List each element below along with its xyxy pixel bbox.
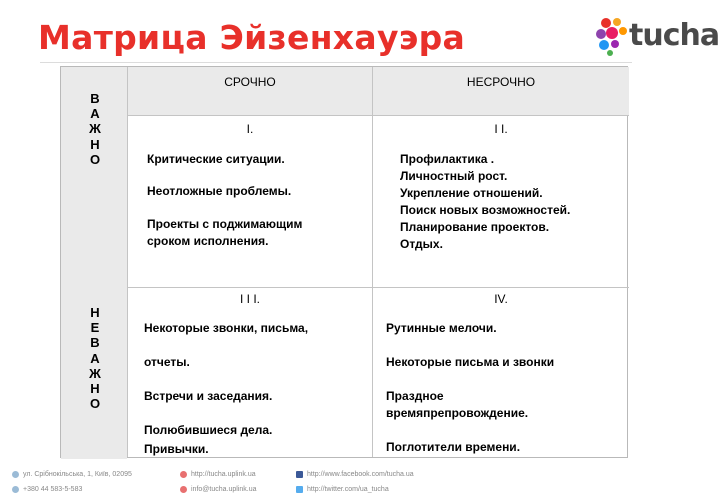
q4-item: Праздное — [386, 389, 444, 403]
q3-item: Привычки. — [144, 442, 209, 456]
q4-number: IV. — [494, 292, 508, 306]
q1-item: сроком исполнения. — [147, 234, 269, 248]
row-label-letter: В — [90, 91, 100, 106]
q2-item: Поиск новых возможностей. — [400, 203, 571, 217]
footer-phone: +380 44 583-5-583 — [12, 486, 82, 493]
q2-item: Отдых. — [400, 237, 443, 251]
q4-item: Некоторые письма и звонки — [386, 355, 555, 369]
q2-item: Укрепление отношений. — [400, 186, 543, 200]
footer-twitter-link[interactable]: http://twitter.com/ua_tucha — [296, 486, 389, 493]
q1-item: Неотложные проблемы. — [147, 184, 292, 198]
row-label-letter: Н — [90, 381, 100, 397]
q3-item: Полюбившиеся дела. — [144, 423, 273, 437]
row-label-letter: А — [90, 350, 100, 366]
row-label-letter: Н — [90, 136, 100, 152]
row-label-letter: Ж — [89, 121, 101, 137]
phone-icon — [12, 486, 19, 493]
twitter-icon — [296, 486, 303, 493]
row-label-letter: О — [89, 396, 101, 412]
row-label-letter: Н — [90, 305, 100, 320]
header-urgent: СРОЧНО — [127, 67, 373, 115]
q3-item: Встречи и заседания. — [144, 389, 273, 403]
logo-bubbles-icon — [593, 14, 633, 58]
location-icon — [12, 471, 19, 478]
globe-icon — [180, 471, 187, 478]
tucha-logo — [593, 14, 723, 58]
q4-item: Поглотители времени. — [386, 440, 521, 454]
q1-item: Критические ситуации. — [147, 152, 285, 166]
footer-email-link[interactable]: info@tucha.uplink.ua — [180, 486, 256, 493]
row-label-letter: Е — [90, 320, 100, 336]
header-not-urgent: НЕСРОЧНО — [373, 67, 629, 115]
q1-number: I. — [246, 122, 254, 136]
footer — [0, 466, 728, 504]
q3-number: I I I. — [239, 292, 260, 306]
footer-site-link[interactable]: http://tucha.uplink.ua — [180, 471, 256, 478]
q2-number: I I. — [494, 122, 508, 136]
facebook-icon — [296, 471, 303, 478]
q2-item: Профилактика . — [400, 152, 495, 166]
row-label-not-important — [75, 305, 115, 411]
q3-item: отчеты. — [144, 355, 190, 369]
mail-icon — [180, 486, 187, 493]
footer-address: ул. Срібнокільська, 1, Київ, 02095 — [12, 471, 132, 478]
eisenhower-matrix — [60, 66, 628, 458]
q1-item: Проекты с поджимающим — [147, 217, 303, 231]
page-title: Матрица Эйзенхауэра — [38, 18, 466, 57]
row-label-letter: А — [90, 106, 100, 122]
row-label-important — [75, 91, 115, 167]
title-divider — [40, 62, 632, 63]
grid-line — [127, 287, 629, 288]
q4-item: Рутинные мелочи. — [386, 321, 497, 335]
q3-item: Некоторые звонки, письма, — [144, 321, 309, 335]
logo-text: tucha — [629, 18, 720, 53]
row-label-letter: В — [90, 335, 100, 351]
row-label-letter: О — [89, 151, 101, 167]
footer-facebook-link[interactable]: http://www.facebook.com/tucha.ua — [296, 471, 414, 478]
grid-line — [127, 115, 629, 116]
q2-item: Планирование проектов. — [400, 220, 550, 234]
q4-item: времяпрепровождение. — [386, 406, 529, 420]
q2-item: Личностный рост. — [400, 169, 508, 183]
row-label-letter: Ж — [89, 365, 101, 381]
